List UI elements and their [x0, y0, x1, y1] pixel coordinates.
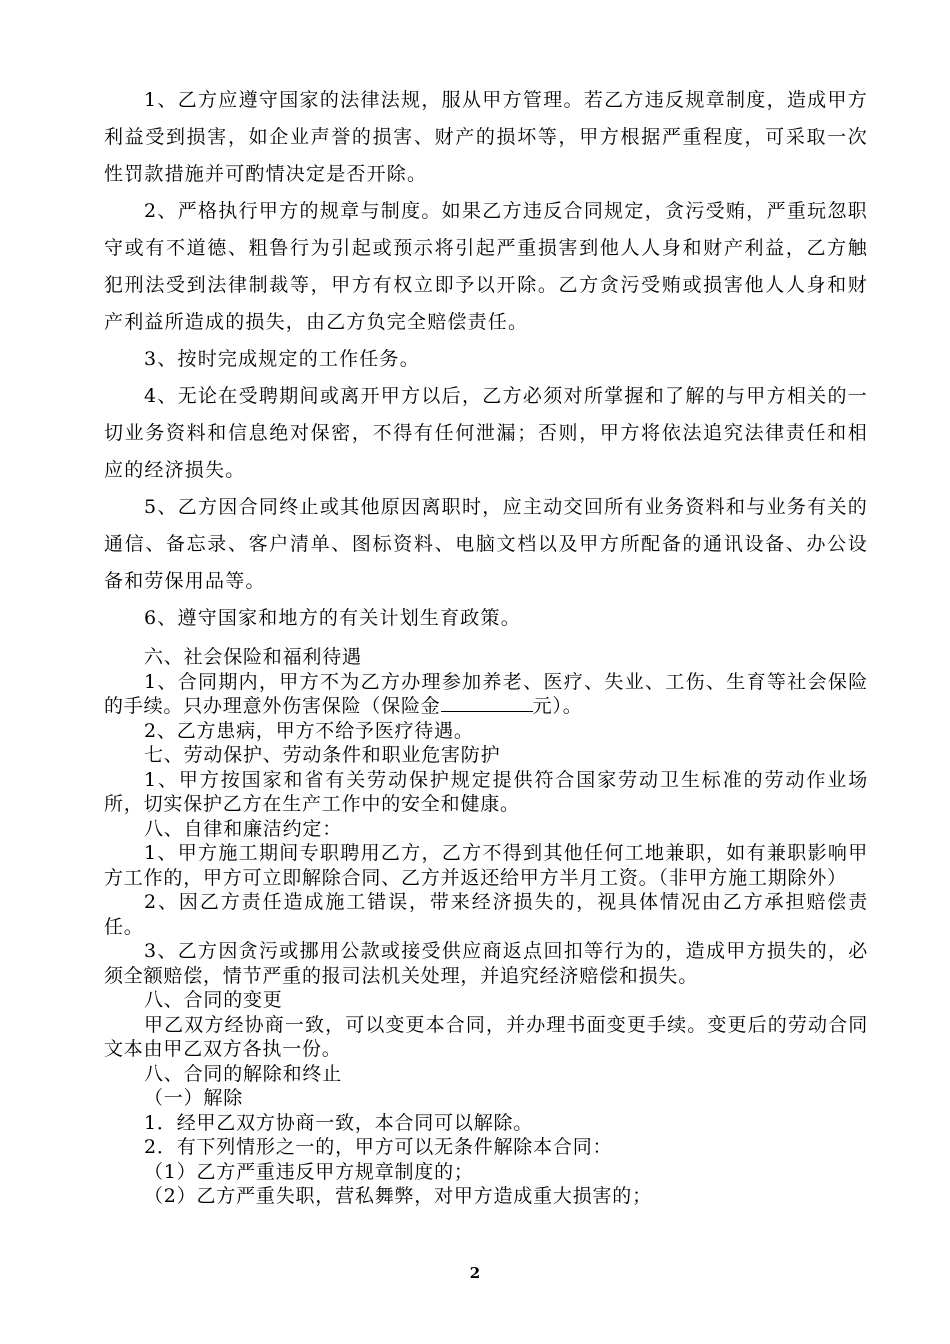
paragraph: 甲乙双方经协商一致，可以变更本合同，并办理书面变更手续。变更后的劳动合同文本由甲乙双方各执一份。 — [104, 1013, 868, 1060]
page-number: 2 — [469, 1264, 481, 1282]
paragraph: 5、乙方因合同终止或其他原因离职时，应主动交回所有业务资料和与业务有关的通信、备忘录、客户清单、图标资料、电脑文档以及甲方所配备的通讯设备、办公设备和劳保用品等。 — [104, 496, 868, 592]
paragraph: 1、甲方施工期间专职聘用乙方，乙方不得到其他任何工地兼职，如有兼职影响甲方工作的，甲方可立即解除合同、乙方并返还给甲方半月工资。（非甲方施工期除外） — [104, 842, 868, 889]
section-heading: 八、合同的解除和终止 — [144, 1062, 343, 1085]
section-heading: 七、劳动保护、劳动条件和职业危害防护 — [144, 744, 501, 766]
paragraph: 3、乙方因贪污或挪用公款或接受供应商返点回扣等行为的，造成甲方损失的，必须全额赔偿，情节严重的报司法机关处理，并追究经济赔偿和损失。 — [104, 940, 868, 987]
paragraph: 4、无论在受聘期间或离开甲方以后，乙方必须对所掌握和了解的与甲方相关的一切业务资料和信息绝对保密，不得有任何泄漏；否则，甲方将依法追究法律责任和相应的经济损失。 — [104, 385, 868, 481]
section-heading: 八、合同的变更 — [144, 989, 283, 1011]
paragraph: 2．有下列情形之一的，甲方可以无条件解除本合同： — [144, 1136, 613, 1158]
paragraph: 1．经甲乙双方协商一致，本合同可以解除。 — [144, 1111, 534, 1134]
blank-underline — [441, 695, 533, 712]
list-item: （1）乙方严重违反甲方规章制度的； — [144, 1160, 474, 1183]
paragraph: 3、按时完成规定的工作任务。 — [144, 348, 420, 370]
paragraph: 1、乙方应遵守国家的法律法规，服从甲方管理。若乙方违反规章制度，造成甲方利益受到损害，如企业声誉的损害、财产的损坏等，甲方根据严重程度，可采取一次性罚款措施并可酌情决定是否开除。 — [104, 89, 868, 185]
section-heading: 六、社会保险和福利待遇 — [144, 646, 362, 668]
subsection-heading: （一）解除 — [144, 1087, 244, 1109]
section-dense — [104, 645, 868, 1209]
paragraph: 2、严格执行甲方的规章与制度。如果乙方违反合同规定，贪污受贿，严重玩忽职守或有不道德、粗鲁行为引起或预示将引起严重损害到他人人身和财产利益，乙方触犯刑法受到法律制裁等，甲方有权立即予以开除。乙方贪污受贿或损害他人人身和财产利益所造成的损失，由乙方负完全赔偿责任。 — [104, 200, 868, 333]
list-item: （2）乙方严重失职，营私舞弊，对甲方造成重大损害的； — [144, 1185, 652, 1207]
section-obligations — [104, 82, 868, 637]
paragraph-text: 元）。 — [532, 695, 583, 717]
page-content — [104, 82, 868, 1209]
paragraph: 1、甲方按国家和省有关劳动保护规定提供符合国家劳动卫生标准的劳动作业场所，切实保护乙方在生产工作中的安全和健康。 — [104, 768, 868, 815]
paragraph — [104, 670, 868, 719]
paragraph: 2、因乙方责任造成施工错误，带来经济损失的，视具体情况由乙方承担赔偿责任。 — [104, 891, 868, 938]
paragraph: 6、遵守国家和地方的有关计划生育政策。 — [144, 607, 521, 629]
paragraph: 2、乙方患病，甲方不给予医疗待遇。 — [144, 719, 474, 742]
section-heading: 八、自律和廉洁约定： — [144, 817, 343, 840]
paragraph-text: 1、合同期内，甲方不为乙方办理参加养老、医疗、失业、工伤、生育等社会保险的手续。只办理意外伤害保险（保险金 — [104, 670, 868, 717]
